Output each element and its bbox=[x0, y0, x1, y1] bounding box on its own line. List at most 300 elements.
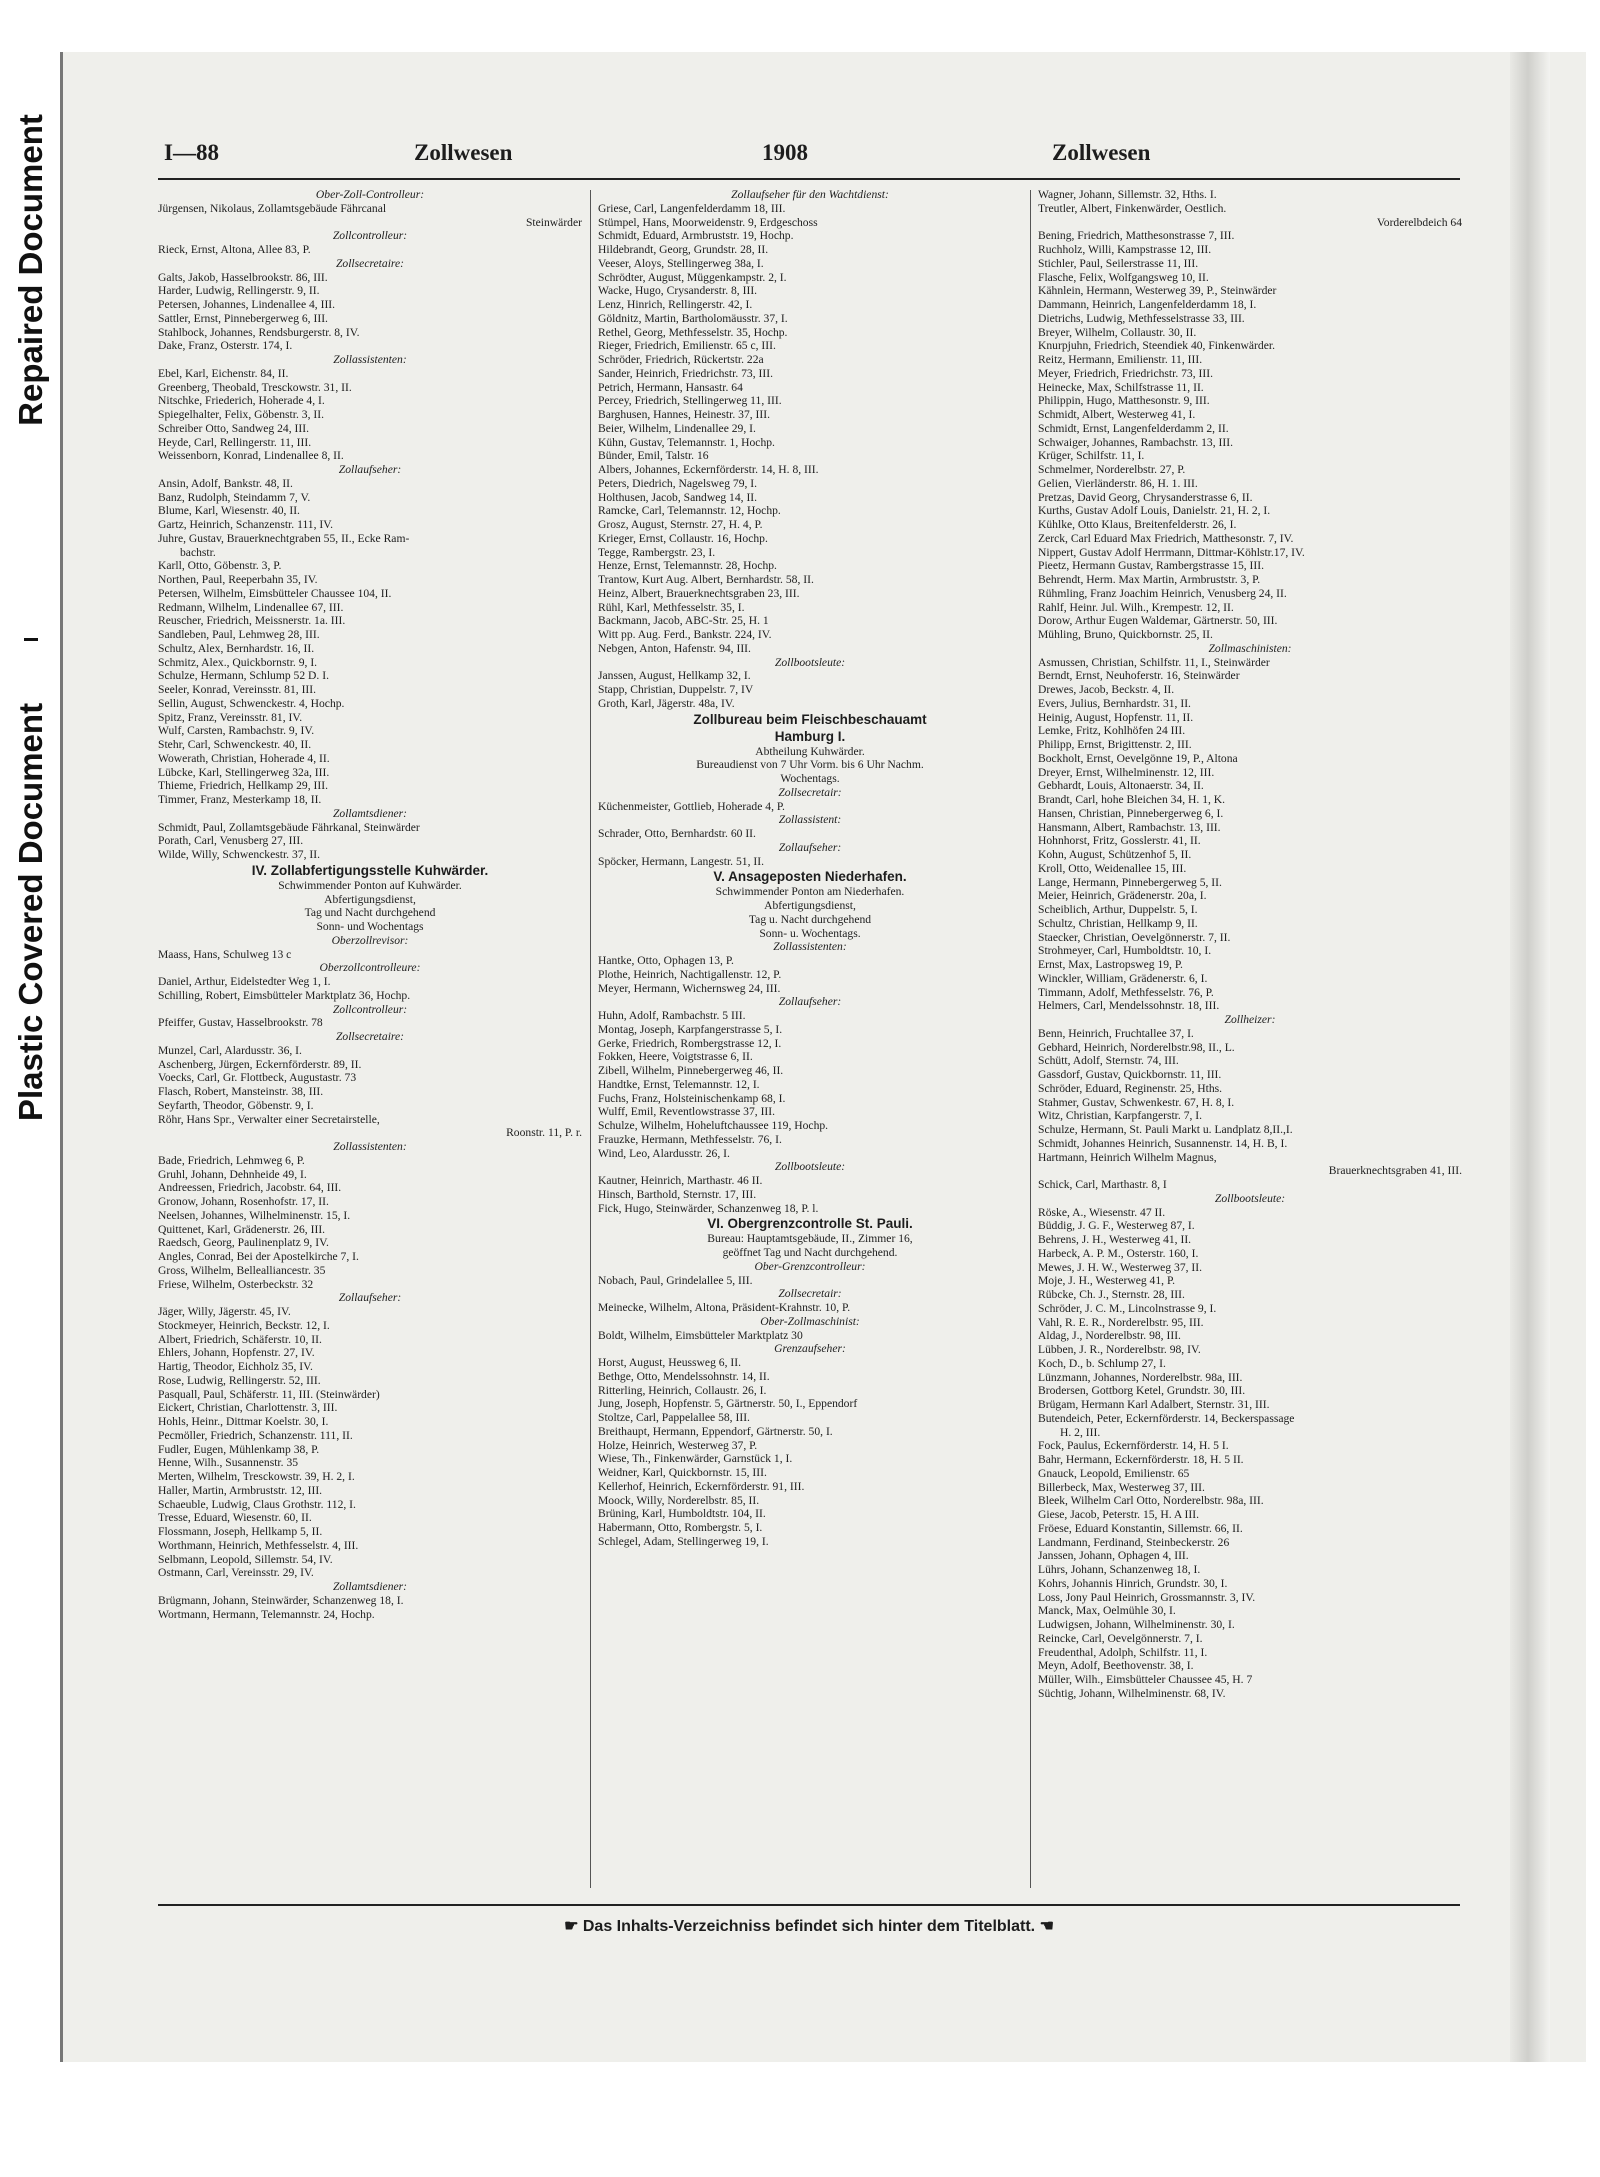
directory-entry: Brügmann, Johann, Steinwärder, Schanzenweg 18, I. bbox=[158, 1593, 404, 1607]
directory-entry: Tresse, Eduard, Wiesenstr. 60, II. bbox=[158, 1511, 312, 1525]
directory-entry: Spöcker, Hermann, Langestr. 51, II. bbox=[598, 854, 764, 868]
directory-entry: Trantow, Kurt Aug. Albert, Bernhardstr. 58, II. bbox=[598, 573, 814, 586]
directory-entry: Bethge, Otto, Mendelssohnstr. 14, II. bbox=[598, 1369, 770, 1383]
directory-entry: Harbeck, A. P. M., Osterstr. 160, I. bbox=[1038, 1246, 1199, 1260]
directory-entry: Treutler, Albert, Finkenwärder, Oestlich. bbox=[1038, 201, 1227, 215]
directory-entry: Northen, Paul, Reeperbahn 35, IV. bbox=[158, 573, 318, 586]
directory-entry: Heyde, Carl, Rellingerstr. 11, III. bbox=[158, 435, 312, 449]
directory-entry: Janssen, August, Hellkamp 32, I. bbox=[598, 669, 751, 683]
directory-entry: Wowerath, Christian, Hoherade 4, II. bbox=[158, 751, 330, 765]
directory-entry: Groth, Karl, Jägerstr. 48a, IV. bbox=[598, 696, 735, 710]
directory-entry: Ebel, Karl, Eichenstr. 84, II. bbox=[158, 366, 289, 380]
directory-entry: Petersen, Johannes, Lindenallee 4, III. bbox=[158, 298, 336, 311]
directory-entry: Evers, Julius, Bernhardstr. 31, II. bbox=[1038, 696, 1191, 710]
directory-entry: Fudler, Eugen, Mühlenkamp 38, P. bbox=[158, 1442, 320, 1456]
directory-entry: Schmidt, Albert, Westerweg 41, I. bbox=[1038, 408, 1196, 421]
directory-entry: Daniel, Arthur, Eidelstedter Weg 1, I. bbox=[158, 975, 331, 988]
directory-entry: Meier, Heinrich, Grädenerstr. 20a, I. bbox=[1038, 889, 1207, 903]
directory-entry: Nippert, Gustav Adolf Herrmann, Dittmar-Köhlstr.17, IV. bbox=[1038, 545, 1305, 559]
directory-entry: Andreessen, Friedrich, Jacobstr. 64, III. bbox=[158, 1181, 342, 1195]
directory-entry: Kühn, Gustav, Telemannstr. 1, Hochp. bbox=[598, 435, 775, 449]
directory-entry: Bünder, Emil, Talstr. 16 bbox=[598, 449, 709, 463]
directory-entry: Lemke, Fritz, Kohlhöfen 24 III. bbox=[1038, 724, 1186, 738]
directory-entry: Vahl, R. E. R., Norderelbstr. 95, III. bbox=[1038, 1315, 1204, 1329]
directory-entry: Schulze, Wilhelm, Hoheluftchaussee 119, Hochp. bbox=[598, 1119, 829, 1132]
directory-entry: Landmann, Ferdinand, Steinbeckerstr. 26 bbox=[1038, 1535, 1230, 1549]
directory-entry: Meyn, Adolf, Beethovenstr. 38, I. bbox=[1038, 1659, 1194, 1673]
directory-entry: Gelien, Vierländerstr. 86, H. 1. III. bbox=[1038, 476, 1198, 490]
directory-entry: Hohls, Heinr., Dittmar Koelstr. 30, I. bbox=[158, 1415, 329, 1428]
directory-entry: Mühling, Bruno, Quickbornstr. 25, II. bbox=[1038, 628, 1213, 641]
directory-entry: Reuscher, Friedrich, Meissnerstr. 1a. III. bbox=[158, 614, 346, 628]
directory-entry: Dake, Franz, Osterstr. 174, I. bbox=[158, 339, 293, 353]
entry-continuation: Roonstr. 11, P. r. bbox=[506, 1126, 582, 1140]
directory-entry: Barghusen, Hannes, Heinestr. 37, III. bbox=[598, 408, 771, 421]
directory-entry: Boldt, Wilhelm, Eimsbütteler Marktplatz 30 bbox=[598, 1328, 803, 1342]
directory-entry: Frauzke, Hermann, Methfesselstr. 76, I. bbox=[598, 1132, 782, 1146]
subsection-heading: Zollassistenten: bbox=[773, 940, 847, 954]
pointing-hand-right-icon: ☚ bbox=[1039, 1918, 1054, 1935]
directory-entry: Maass, Hans, Schulweg 13 c bbox=[158, 947, 292, 961]
directory-entry: Schwaiger, Johannes, Rambachstr. 13, III. bbox=[1038, 435, 1233, 449]
directory-entry: Rahlf, Heinr. Jul. Wilh., Krempestr. 12, II. bbox=[1038, 600, 1234, 614]
directory-entry: Fock, Paulus, Eckernförderstr. 14, H. 5 I. bbox=[1038, 1439, 1229, 1453]
directory-entry: Seyfarth, Theodor, Göbenstr. 9, I. bbox=[158, 1098, 314, 1112]
subsection-heading: Oberzollcontrolleure: bbox=[319, 961, 421, 975]
directory-entry: Kellerhof, Heinrich, Eckernförderstr. 91, III. bbox=[598, 1479, 805, 1493]
directory-entry: Kähnlein, Hermann, Westerweg 39, P., Steinwärder bbox=[1038, 284, 1277, 298]
directory-entry: Backmann, Jacob, ABC-Str. 25, H. 1 bbox=[598, 614, 769, 628]
directory-entry: Thieme, Friedrich, Hellkamp 29, III. bbox=[158, 779, 328, 793]
directory-entry: Voecks, Carl, Gr. Flottbeck, Augustastr. 73 bbox=[158, 1071, 357, 1085]
directory-entry: Brügam, Hermann Karl Adalbert, Sternstr. 31, III. bbox=[1038, 1398, 1270, 1411]
subsection-heading: Zollaufseher: bbox=[778, 995, 842, 1009]
directory-entry: Lübben, J. R., Norderelbstr. 98, IV. bbox=[1038, 1343, 1201, 1356]
directory-entry: Schröder, J. C. M., Lincolnstrasse 9, I. bbox=[1038, 1301, 1217, 1315]
directory-entry: Percey, Friedrich, Stellingerweg 11, III. bbox=[598, 394, 782, 408]
directory-entry: Kühlke, Otto Klaus, Breitenfelderstr. 26, I. bbox=[1038, 518, 1237, 531]
directory-entry: Stümpel, Hans, Moorweidenstr. 9, Erdgeschoss bbox=[598, 215, 818, 229]
directory-entry: Sander, Heinrich, Friedrichstr. 73, III. bbox=[598, 366, 774, 380]
directory-entry: Stichler, Paul, Seilerstrasse 11, III. bbox=[1038, 256, 1199, 270]
section-note: Tag und Nacht durchgehend bbox=[304, 906, 436, 920]
entry-continuation: Brauerknechtsgraben 41, III. bbox=[1328, 1164, 1462, 1178]
directory-entry: Knurpjuhn, Friedrich, Steendiek 40, Finkenwärder. bbox=[1038, 339, 1275, 353]
directory-entry: Küchenmeister, Gottlieb, Hoherade 4, P. bbox=[598, 799, 785, 813]
directory-entry: Aldag, J., Norderelbstr. 98, III. bbox=[1038, 1329, 1181, 1343]
directory-entry: Butendeich, Peter, Eckernförderstr. 14, Beckerspassage bbox=[1038, 1411, 1295, 1425]
directory-entry: Röhr, Hans Spr., Verwalter einer Secretairstelle, bbox=[158, 1112, 380, 1126]
directory-entry: Lenz, Hinrich, Rellingerstr. 42, I. bbox=[598, 298, 753, 311]
footer-text: Das Inhalts-Verzeichniss befindet sich hinter dem Titelblatt. bbox=[582, 1918, 1036, 1935]
directory-entry: Lübcke, Karl, Stellingerweg 32a, III. bbox=[158, 765, 330, 779]
section-note: Abfertigungsdienst, bbox=[324, 892, 416, 906]
section-note: Wochentags. bbox=[780, 772, 840, 785]
directory-entry: Wortmann, Hermann, Telemannstr. 24, Hochp. bbox=[158, 1607, 375, 1621]
pointing-hand-left-icon: ☛ bbox=[564, 1918, 579, 1935]
directory-entry: Flasche, Felix, Wolfgangsweg 10, II. bbox=[1038, 270, 1209, 284]
directory-entry: Pfeiffer, Gustav, Hasselbrookstr. 78 bbox=[158, 1016, 323, 1030]
subsection-heading: Zollsecretaire: bbox=[335, 256, 405, 270]
directory-entry: Wilde, Willy, Schwenckestr. 37, II. bbox=[158, 848, 320, 861]
directory-entry: Montag, Joseph, Karpfangerstrasse 5, I. bbox=[598, 1022, 783, 1036]
subsection-heading: Zollamtsdiener: bbox=[332, 806, 408, 820]
directory-entry: Dammann, Heinrich, Langenfelderdamm 18, I. bbox=[1038, 298, 1257, 311]
section-note: Tag u. Nacht durchgehend bbox=[748, 912, 872, 926]
directory-entry: Grosz, August, Sternstr. 27, H. 4, P. bbox=[598, 518, 763, 531]
directory-entry: Scheiblich, Arthur, Duppelstr. 5, I. bbox=[1038, 903, 1198, 916]
directory-entry: Schulze, Hermann, Schlump 52 D. I. bbox=[158, 669, 329, 683]
directory-entry: Veeser, Aloys, Stellingerweg 38a, I. bbox=[598, 256, 764, 270]
section-note: Bureau: Hauptamtsgebäude, II., Zimmer 16, bbox=[707, 1232, 913, 1246]
directory-entry: Meyer, Hermann, Wichernsweg 24, III. bbox=[598, 981, 781, 995]
scan-page-fold bbox=[1510, 52, 1550, 2062]
directory-entry: Bleek, Wilhelm Carl Otto, Norderelbstr. 98a, III. bbox=[1038, 1494, 1264, 1508]
directory-entry: Haller, Martin, Armbruststr. 12, III. bbox=[158, 1483, 323, 1497]
directory-entry: Kohrs, Johannis Hinrich, Grundstr. 30, I. bbox=[1038, 1576, 1228, 1590]
directory-entry: Rühmling, Franz Joachim Heinrich, Venusberg 24, II. bbox=[1038, 586, 1287, 600]
directory-entry: Juhre, Gustav, Brauerknechtgraben 55, II., Ecke Ram- bbox=[158, 531, 410, 545]
repaired-document-tab: Repaired Document bbox=[12, 114, 49, 426]
directory-entry: Gruhl, Johann, Dehnheide 49, I. bbox=[158, 1167, 307, 1181]
directory-entry: Munzel, Carl, Alardusstr. 36, I. bbox=[158, 1043, 302, 1057]
subsection-heading: Ober-Zollmaschinist: bbox=[760, 1314, 860, 1328]
directory-entry: Drewes, Jacob, Beckstr. 4, II. bbox=[1038, 683, 1175, 696]
directory-entry: Witz, Christian, Karpfangerstr. 7, I. bbox=[1038, 1109, 1203, 1123]
directory-entry: Bahr, Hermann, Eckernförderstr. 18, H. 5 II. bbox=[1038, 1453, 1244, 1466]
directory-entry: Aschenberg, Jürgen, Eckernförderstr. 89, II. bbox=[158, 1057, 362, 1071]
directory-entry: Stahmer, Gustav, Schwenkestr. 67, H. 8, I. bbox=[1038, 1095, 1235, 1109]
subsection-heading: Ober-Zoll-Controlleur: bbox=[315, 188, 425, 201]
directory-entry: Nitschke, Friederich, Hoherade 4, I. bbox=[158, 394, 325, 408]
section-note: Schwimmender Ponton am Niederhafen. bbox=[715, 885, 905, 899]
directory-entry: Müller, Wilh., Eimsbütteler Chaussee 45, H. 7 bbox=[1038, 1673, 1253, 1686]
subsection-heading: Zollassistenten: bbox=[333, 353, 407, 366]
directory-entry: Griese, Carl, Langenfelderdamm 18, III. bbox=[598, 201, 786, 215]
directory-entry: Ritterling, Heinrich, Collaustr. 26, I. bbox=[598, 1383, 767, 1397]
directory-entry: Schröder, Friedrich, Rückertstr. 22a bbox=[598, 353, 764, 366]
footer-rule bbox=[158, 1904, 1460, 1906]
directory-entry: Gerke, Friedrich, Rombergstrasse 12, I. bbox=[598, 1036, 782, 1050]
section-heading: IV. Zollabfertigungsstelle Kuhwärder. bbox=[251, 862, 489, 878]
header-right-title: Zollwesen bbox=[1052, 140, 1151, 165]
directory-entry: Rühl, Karl, Methfesselstr. 35, I. bbox=[598, 600, 745, 614]
directory-entry: Peters, Diedrich, Nagelsweg 79, I. bbox=[598, 476, 758, 490]
section-heading: VI. Obergrenzcontrolle St. Pauli. bbox=[707, 1216, 913, 1232]
directory-entry: Schrader, Otto, Bernhardstr. 60 II. bbox=[598, 827, 756, 840]
directory-entry: Schmelmer, Norderelbstr. 27, P. bbox=[1038, 463, 1186, 476]
directory-entry: Sandleben, Paul, Lehmweg 28, III. bbox=[158, 628, 320, 641]
subsection-heading: Zollsecretair: bbox=[778, 785, 842, 799]
directory-entry: Hansmann, Albert, Rambachstr. 13, III. bbox=[1038, 820, 1221, 834]
directory-entry: Stahlbock, Johannes, Rendsburgerstr. 8, IV. bbox=[158, 325, 360, 339]
section-heading: V. Ansageposten Niederhafen. bbox=[713, 869, 907, 885]
directory-entry: Brüning, Karl, Humboldtstr. 104, II. bbox=[598, 1507, 766, 1521]
directory-entry: Giese, Jacob, Peterstr. 15, H. A III. bbox=[1038, 1508, 1199, 1521]
directory-entry: Schmidt, Eduard, Armbruststr. 19, Hochp. bbox=[598, 229, 794, 243]
directory-entry: Holthusen, Jacob, Sandweg 14, II. bbox=[598, 490, 758, 504]
directory-entry: Harder, Ludwig, Rellingerstr. 9, II. bbox=[158, 284, 320, 298]
directory-entry: Gebhardt, Louis, Altonaerstr. 34, II. bbox=[1038, 779, 1204, 793]
directory-entry: Schröder, Eduard, Reginenstr. 25, Hths. bbox=[1038, 1081, 1223, 1095]
directory-entry: Gebhard, Heinrich, Norderelbstr.98, II., L. bbox=[1038, 1040, 1235, 1054]
directory-entry: Süchtig, Johann, Wilhelminenstr. 68, IV. bbox=[1038, 1686, 1226, 1700]
directory-entry: Ramcke, Carl, Telemannstr. 12, Hochp. bbox=[598, 504, 781, 518]
directory-entry: Redmann, Wilhelm, Lindenallee 67, III. bbox=[158, 600, 344, 614]
directory-entry: Dorow, Arthur Eugen Waldemar, Gärtnerstr. 50, III. bbox=[1038, 614, 1278, 628]
directory-entry: Jäger, Willy, Jägerstr. 45, IV. bbox=[158, 1305, 291, 1318]
directory-entry: Moock, Willy, Norderelbstr. 85, II. bbox=[598, 1493, 760, 1507]
section-heading: Hamburg I. bbox=[774, 728, 846, 744]
directory-entry: Heinz, Albert, Brauerknechtsgraben 23, III. bbox=[598, 586, 800, 600]
header-rule bbox=[158, 178, 1460, 180]
directory-entry: Neelsen, Johannes, Wilhelminenstr. 15, I. bbox=[158, 1208, 351, 1222]
directory-entry: Angles, Conrad, Bei der Apostelkirche 7, I. bbox=[158, 1250, 359, 1263]
directory-entry: Holze, Heinrich, Westerweg 37, P. bbox=[598, 1438, 758, 1452]
subsection-heading: Zollaufseher: bbox=[778, 840, 842, 854]
directory-entry: Wind, Leo, Alardusstr. 26, I. bbox=[598, 1146, 730, 1160]
directory-entry: Schlegel, Adam, Stellingerweg 19, I. bbox=[598, 1534, 769, 1548]
directory-entry: Philippin, Hugo, Matthesonstr. 9, III. bbox=[1038, 394, 1210, 408]
directory-entry: Petrich, Hermann, Hansastr. 64 bbox=[598, 380, 743, 394]
directory-entry: Raedsch, Georg, Paulinenplatz 9, IV. bbox=[158, 1236, 329, 1250]
column-divider bbox=[1030, 190, 1031, 1888]
directory-entry: Schmidt, Johannes Heinrich, Susannenstr. 14, H. B, I. bbox=[1038, 1136, 1288, 1150]
directory-entry: Worthmann, Heinrich, Methfesselstr. 4, III. bbox=[158, 1538, 359, 1552]
directory-entry: Selbmann, Leopold, Sillemstr. 54, IV. bbox=[158, 1552, 333, 1566]
directory-entry: Schmidt, Ernst, Langenfelderdamm 2, II. bbox=[1038, 421, 1229, 435]
directory-entry: Schütt, Adolf, Sternstr. 74, III. bbox=[1038, 1054, 1179, 1068]
directory-entry: Flasch, Robert, Mansteinstr. 38, III. bbox=[158, 1085, 324, 1098]
directory-entry: Blume, Karl, Wiesenstr. 40, II. bbox=[158, 504, 300, 518]
directory-entry: Fröese, Eduard Konstantin, Sillemstr. 66, II. bbox=[1038, 1521, 1243, 1535]
directory-entry: Strohmeyer, Carl, Humboldtstr. 10, I. bbox=[1038, 944, 1212, 958]
directory-entry: Sattler, Ernst, Pinnebergerweg 6, III. bbox=[158, 311, 328, 325]
directory-entry: Friese, Wilhelm, Osterbeckstr. 32 bbox=[158, 1277, 314, 1291]
tab-divider bbox=[24, 638, 38, 641]
entry-continuation: H. 2, III. bbox=[1060, 1425, 1101, 1439]
directory-entry: Ansin, Adolf, Bankstr. 48, II. bbox=[158, 476, 293, 490]
directory-entry: Banz, Rudolph, Steindamm 7, V. bbox=[158, 490, 311, 504]
plastic-covered-document-tab: Plastic Covered Document bbox=[12, 702, 49, 1122]
section-note: Sonn- und Wochentags bbox=[316, 920, 424, 933]
directory-entry: Quittenet, Karl, Grädenerstr. 26, III. bbox=[158, 1222, 326, 1236]
directory-entry: Flossmann, Joseph, Hellkamp 5, II. bbox=[158, 1525, 323, 1538]
directory-entry: Bockholt, Ernst, Oevelgönne 19, P., Altona bbox=[1038, 751, 1238, 765]
directory-entry: Fick, Hugo, Steinwärder, Schanzenweg 18, P. l. bbox=[598, 1201, 819, 1215]
directory-entry: Kurths, Gustav Adolf Louis, Danielstr. 21, H. 2, I. bbox=[1038, 504, 1271, 518]
directory-entry: Lange, Hermann, Pinnebergerweg 5, II. bbox=[1038, 875, 1222, 889]
directory-entry: Bening, Friedrich, Matthesonstrasse 7, III. bbox=[1038, 229, 1235, 243]
directory-entry: Zibell, Wilhelm, Pinnebergerweg 46, II. bbox=[598, 1064, 784, 1077]
subsection-heading: Zollaufseher: bbox=[338, 1291, 402, 1305]
directory-entry: Stoltze, Carl, Pappelallee 58, III. bbox=[598, 1411, 750, 1424]
directory-entry: Hansen, Christian, Pinnebergerweg 6, I. bbox=[1038, 806, 1224, 820]
directory-entry: Kohn, August, Schützenhof 5, II. bbox=[1038, 848, 1192, 861]
directory-entry: Behrendt, Herm. Max Martin, Armbruststr. 3, P. bbox=[1038, 573, 1261, 586]
subsection-heading: Zollaufseher für den Wachtdienst: bbox=[731, 188, 889, 201]
directory-entry: Breithaupt, Hermann, Eppendorf, Gärtnerstr. 50, I. bbox=[598, 1424, 833, 1438]
directory-entry: Huhn, Adolf, Rambachstr. 5 III. bbox=[598, 1009, 746, 1022]
directory-entry: Stapp, Christian, Duppelstr. 7, IV bbox=[598, 683, 754, 696]
directory-entry: Seeler, Konrad, Vereinsstr. 81, III. bbox=[158, 683, 317, 696]
subsection-heading: Zollbootsleute: bbox=[774, 655, 846, 669]
directory-entry: Rethel, Georg, Methfesselstr. 35, Hochp. bbox=[598, 325, 788, 339]
directory-page bbox=[158, 138, 1460, 2000]
directory-entry: Berndt, Ernst, Neuhoferstr. 16, Steinwärder bbox=[1038, 669, 1240, 683]
directory-entry: Hartmann, Heinrich Wilhelm Magnus, bbox=[1038, 1150, 1217, 1164]
directory-entry: Beier, Wilhelm, Lindenallee 29, I. bbox=[598, 421, 756, 435]
directory-entry: Henze, Ernst, Telemannstr. 28, Hochp. bbox=[598, 559, 777, 573]
subsection-heading: Zollbootsleute: bbox=[1214, 1191, 1286, 1205]
subsection-heading: Zollassistenten: bbox=[333, 1140, 407, 1153]
header-left-title: Zollwesen bbox=[414, 140, 513, 165]
directory-entry: Schilling, Robert, Eimsbütteler Marktplatz 36, Hochp. bbox=[158, 988, 411, 1002]
directory-entry: Pretzas, David Georg, Chrysanderstrasse 6, II. bbox=[1038, 490, 1253, 504]
directory-entry: Hinsch, Barthold, Sternstr. 17, III. bbox=[598, 1187, 757, 1201]
directory-entry: Witt pp. Aug. Ferd., Bankstr. 224, IV. bbox=[598, 628, 772, 641]
directory-entry: Weidner, Karl, Quickbornstr. 15, III. bbox=[598, 1466, 767, 1479]
column-middle bbox=[598, 188, 1022, 1549]
directory-entry: Fuchs, Franz, Holsteinischenkamp 68, I. bbox=[598, 1091, 786, 1105]
subsection-heading: Zollassistent: bbox=[778, 813, 842, 827]
subsection-heading: Zollamtsdiener: bbox=[332, 1580, 408, 1593]
directory-entry: Wiese, Th., Finkenwärder, Garnstück 1, I. bbox=[598, 1452, 793, 1466]
directory-entry: Moje, J. H., Westerweg 41, P. bbox=[1038, 1274, 1176, 1288]
directory-entry: Gassdorf, Gustav, Quickbornstr. 11, III. bbox=[1038, 1068, 1222, 1081]
directory-entry: Lünzmann, Johannes, Norderelbstr. 98a, III. bbox=[1038, 1370, 1243, 1384]
column-left bbox=[158, 188, 582, 1621]
directory-entry: Schultz, Christian, Hellkamp 9, II. bbox=[1038, 916, 1198, 930]
directory-entry: Philipp, Ernst, Brigittenstr. 2, III. bbox=[1038, 738, 1192, 751]
directory-entry: Rieger, Friedrich, Emilienstr. 65 c, III. bbox=[598, 339, 776, 353]
section-note: Abtheilung Kuhwärder. bbox=[755, 744, 865, 758]
directory-entry: Gnauck, Leopold, Emilienstr. 65 bbox=[1038, 1466, 1190, 1480]
directory-entry: Wulf, Carsten, Rambachstr. 9, IV. bbox=[158, 724, 315, 738]
column-divider bbox=[590, 190, 591, 1888]
directory-entry: Heinig, August, Hopfenstr. 11, II. bbox=[1038, 710, 1194, 724]
directory-entry: Sellin, August, Schwenckestr. 4, Hochp. bbox=[158, 696, 345, 710]
footer-note bbox=[158, 1916, 1460, 1936]
directory-entry: Gronow, Johann, Rosenhofstr. 17, II. bbox=[158, 1195, 329, 1208]
directory-entry: Krüger, Schilfstr. 11, I. bbox=[1038, 449, 1145, 463]
directory-entry: Büddig, J. G. F., Westerweg 87, I. bbox=[1038, 1219, 1195, 1233]
directory-entry: Breyer, Wilhelm, Collaustr. 30, II. bbox=[1038, 325, 1197, 339]
directory-entry: Schulze, Hermann, St. Pauli Markt u. Landplatz 8,II.,I. bbox=[1038, 1123, 1293, 1136]
header-year: 1908 bbox=[762, 140, 808, 165]
entry-continuation: bachstr. bbox=[180, 545, 216, 559]
section-heading: Zollbureau beim Fleischbeschauamt bbox=[693, 711, 927, 727]
directory-entry: Janssen, Johann, Ophagen 4, III. bbox=[1038, 1549, 1189, 1563]
directory-entry: Galts, Jakob, Hasselbrookstr. 86, III. bbox=[158, 270, 328, 284]
subsection-heading: Zollcontrolleur: bbox=[332, 229, 408, 243]
page-number: I—88 bbox=[164, 140, 219, 165]
directory-entry: Helmers, Carl, Mendelssohnstr. 18, III. bbox=[1038, 999, 1220, 1013]
directory-entry: Reincke, Carl, Oevelgönnerstr. 7, I. bbox=[1038, 1631, 1203, 1645]
directory-entry: Ostmann, Carl, Vereinsstr. 29, IV. bbox=[158, 1566, 314, 1580]
directory-entry: Eickert, Christian, Charlottenstr. 3, III. bbox=[158, 1401, 338, 1415]
subsection-heading: Zollsecretaire: bbox=[335, 1030, 405, 1043]
directory-entry: Dietrichs, Ludwig, Methfesselstrasse 33, III. bbox=[1038, 311, 1245, 325]
directory-entry: Ludwigsen, Johann, Wilhelminenstr. 30, I. bbox=[1038, 1618, 1235, 1631]
directory-entry: Stockmeyer, Heinrich, Beckstr. 12, I. bbox=[158, 1318, 330, 1332]
directory-entry: Horst, August, Heussweg 6, II. bbox=[598, 1356, 741, 1369]
directory-entry: Porath, Carl, Venusberg 27, III. bbox=[158, 834, 304, 848]
directory-entry: Hildebrandt, Georg, Grundstr. 28, II. bbox=[598, 243, 769, 256]
directory-entry: Karll, Otto, Göbenstr. 3, P. bbox=[158, 559, 282, 573]
subsection-heading: Zollaufseher: bbox=[338, 463, 402, 476]
entry-continuation: Vorderelbdeich 64 bbox=[1376, 215, 1462, 229]
directory-entry: Rübcke, Ch. J., Sternstr. 28, III. bbox=[1038, 1288, 1185, 1301]
entry-continuation: Steinwärder bbox=[525, 215, 582, 229]
directory-entry: Bade, Friedrich, Lehmweg 6, P. bbox=[158, 1153, 305, 1167]
directory-entry: Hartig, Theodor, Eichholz 35, IV. bbox=[158, 1360, 313, 1373]
directory-entry: Kautner, Heinrich, Marthastr. 46 II. bbox=[598, 1174, 763, 1187]
directory-entry: Asmussen, Christian, Schilfstr. 11, I., Steinwärder bbox=[1038, 655, 1270, 669]
directory-entry: Göldnitz, Martin, Bartholomäusstr. 37, I. bbox=[598, 311, 788, 325]
directory-entry: Manck, Max, Oelmühle 30, I. bbox=[1038, 1604, 1176, 1618]
directory-entry: Zerck, Carl Eduard Max Friedrich, Matthesonstr. 7, IV. bbox=[1038, 531, 1294, 545]
directory-entry: Handtke, Ernst, Telemannstr. 12, I. bbox=[598, 1077, 760, 1091]
directory-entry: Schmidt, Paul, Zollamtsgebäude Fährkanal, Steinwärder bbox=[158, 820, 420, 834]
column-right bbox=[1038, 188, 1462, 1701]
subsection-heading: Zollcontrolleur: bbox=[332, 1002, 408, 1016]
directory-entry: Merten, Wilhelm, Tresckowstr. 39, H. 2, I. bbox=[158, 1470, 355, 1483]
directory-entry: Lührs, Johann, Schanzenweg 18, I. bbox=[1038, 1563, 1201, 1576]
page-header bbox=[158, 138, 1460, 178]
directory-entry: Stehr, Carl, Schwenckestr. 40, II. bbox=[158, 738, 312, 751]
directory-entry: Wagner, Johann, Sillemstr. 32, Hths. I. bbox=[1038, 188, 1217, 201]
directory-entry: Koch, D., b. Schlump 27, I. bbox=[1038, 1356, 1166, 1370]
subsection-heading: Ober-Grenzcontrolleur: bbox=[754, 1259, 866, 1273]
directory-entry: Loss, Jony Paul Heinrich, Grossmannstr. 3, IV. bbox=[1038, 1590, 1256, 1604]
directory-entry: Billerbeck, Max, Westerweg 37, III. bbox=[1038, 1480, 1205, 1494]
directory-entry: Weissenborn, Konrad, Lindenallee 8, II. bbox=[158, 449, 344, 463]
directory-entry: Heinecke, Max, Schilfstrasse 11, II. bbox=[1038, 380, 1204, 394]
directory-entry: Schultz, Alex, Bernhardstr. 16, II. bbox=[158, 641, 315, 655]
directory-entry: Krieger, Ernst, Collaustr. 16, Hochp. bbox=[598, 531, 768, 545]
directory-entry: Schrödter, August, Müggenkampstr. 2, I. bbox=[598, 270, 787, 284]
directory-entry: Ruchholz, Willi, Kampstrasse 12, III. bbox=[1038, 243, 1212, 256]
directory-entry: Spiegelhalter, Felix, Göbenstr. 3, II. bbox=[158, 408, 325, 421]
directory-entry: Ernst, Max, Lastropsweg 19, P. bbox=[1038, 958, 1183, 971]
subsection-heading: Oberzollrevisor: bbox=[331, 933, 409, 947]
directory-entry: Winckler, William, Grädenerstr. 6, I. bbox=[1038, 971, 1208, 985]
directory-entry: Meyer, Friedrich, Friedrichstr. 73, III. bbox=[1038, 366, 1214, 380]
directory-entry: Schreiber Otto, Sandweg 24, III. bbox=[158, 421, 310, 435]
directory-entry: Pieetz, Hermann Gustav, Rambergstrasse 15, III. bbox=[1038, 559, 1265, 573]
directory-entry: Nebgen, Anton, Hafenstr. 94, III. bbox=[598, 641, 751, 655]
section-note: Bureaudienst von 7 Uhr Vorm. bis 6 Uhr Nachm. bbox=[696, 758, 924, 772]
directory-entry: Timmann, Adolf, Methfesselstr. 76, P. bbox=[1038, 985, 1214, 999]
section-note: geöffnet Tag und Nacht durchgehend. bbox=[722, 1246, 898, 1259]
section-note: Schwimmender Ponton auf Kuhwärder. bbox=[278, 878, 462, 892]
directory-entry: Wacke, Hugo, Crysanderstr. 8, III. bbox=[598, 284, 758, 298]
directory-entry: Plothe, Heinrich, Nachtigallenstr. 12, P. bbox=[598, 967, 782, 981]
directory-entry: Schaeuble, Ludwig, Claus Grothstr. 112, I. bbox=[158, 1497, 356, 1511]
directory-entry: Hantke, Otto, Ophagen 13, P. bbox=[598, 954, 734, 967]
directory-entry: Timmer, Franz, Mesterkamp 18, II. bbox=[158, 793, 322, 806]
directory-entry: Meinecke, Wilhelm, Altona, Präsident-Krahnstr. 10, P. bbox=[598, 1301, 851, 1314]
directory-entry: Brodersen, Gottborg Ketel, Grundstr. 30, III. bbox=[1038, 1384, 1246, 1398]
directory-entry: Kroll, Otto, Weidenallee 15, III. bbox=[1038, 861, 1187, 875]
subsection-heading: Zollbootsleute: bbox=[774, 1160, 846, 1174]
directory-entry: Albert, Friedrich, Schäferstr. 10, II. bbox=[158, 1332, 322, 1346]
subsection-heading: Zollheizer: bbox=[1224, 1013, 1276, 1026]
directory-entry: Röske, A., Wiesenstr. 47 II. bbox=[1038, 1205, 1166, 1219]
directory-entry: Gross, Wilhelm, Bellealliancestr. 35 bbox=[158, 1263, 326, 1277]
directory-entry: Freudenthal, Adolph, Schilfstr. 11, I. bbox=[1038, 1645, 1208, 1659]
